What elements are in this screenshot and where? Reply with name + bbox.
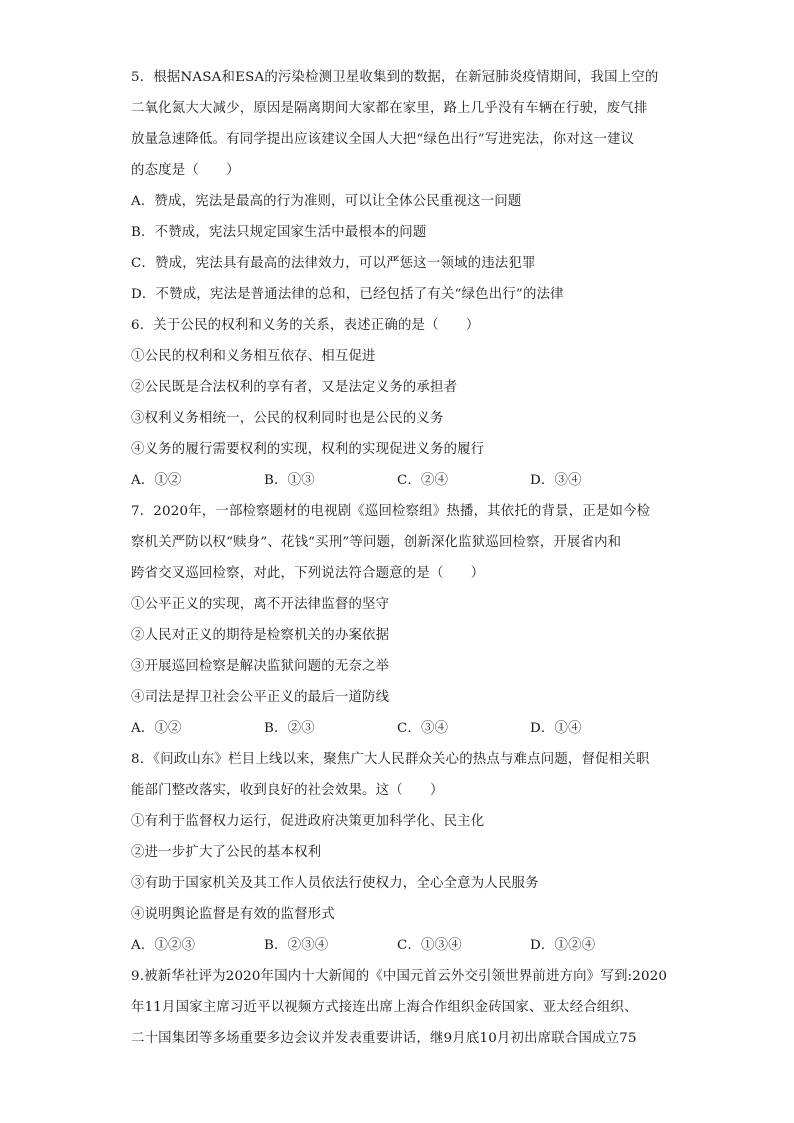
question-5-option-b: B．不赞成，宪法只规定国家生活中最根本的问题 <box>131 225 427 240</box>
question-content <box>131 62 668 1054</box>
question-7 <box>131 496 663 744</box>
question-8-choice-d: D．①②④ <box>530 938 596 953</box>
question-7-item-3: ③开展巡回检察是解决监狱问题的无奈之举 <box>131 659 390 674</box>
question-7-item-4: ④司法是捍卫社会公平正义的最后一道防线 <box>131 690 390 705</box>
question-5-stem-line: 5．根据NASA和ESA的污染检测卫星收集到的数据，在新冠肺炎疫情期间，我国上空的 <box>131 70 659 85</box>
question-7-choice-c: C．③④ <box>397 721 449 736</box>
question-9-stem-line: 年11月国家主席习近平以视频方式接连出席上海合作组织金砖国家、亚太经合组织、 <box>131 1000 638 1015</box>
question-6-item-1: ①公民的权利和义务相互依存、相互促进 <box>131 349 376 364</box>
question-8 <box>131 744 663 961</box>
question-8-item-2: ②进一步扩大了公民的基本权利 <box>131 845 322 860</box>
question-6-choice-a: A．①② <box>131 473 182 488</box>
question-6-choices <box>131 465 663 496</box>
question-7-choices <box>131 713 663 744</box>
question-7-item-2: ②人民对正义的期待是检察机关的办案依据 <box>131 628 390 643</box>
question-8-item-1: ①有利于监督权力运行，促进政府决策更加科学化、民主化 <box>131 814 485 829</box>
question-6-stem-line: 6．关于公民的权利和义务的关系，表述正确的是（ ） <box>131 318 480 333</box>
question-7-choice-d: D．①④ <box>530 721 582 736</box>
question-5-option-a: A．赞成，宪法是最高的行为准则，可以让全体公民重视这一问题 <box>131 194 522 209</box>
question-8-choice-c: C．①③④ <box>397 938 462 953</box>
question-8-choice-b: B．②③④ <box>264 938 329 953</box>
question-5-option-d: D．不赞成，宪法是普通法律的总和，已经包括了有关“绿色出行”的法律 <box>131 287 564 302</box>
question-6-item-3: ③权利义务相统一，公民的权利同时也是公民的义务 <box>131 411 444 426</box>
question-6 <box>131 310 663 496</box>
question-8-choices <box>131 930 663 961</box>
question-5-stem-line: 二氧化氮大大减少，原因是隔离期间大家都在家里，路上几乎没有车辆在行驶，废气排 <box>131 101 648 116</box>
question-5 <box>131 62 663 310</box>
question-6-item-4: ④义务的履行需要权利的实现，权利的实现促进义务的履行 <box>131 442 485 457</box>
question-7-stem-line: 7．2020年，一部检察题材的电视剧《巡回检察组》热播，其依托的背景，正是如今检 <box>131 504 651 519</box>
question-5-stem-line: 的态度是（ ） <box>131 163 240 178</box>
question-7-item-1: ①公平正义的实现，离不开法律监督的坚守 <box>131 597 390 612</box>
question-8-item-4: ④说明舆论监督是有效的监督形式 <box>131 907 335 922</box>
question-7-stem-line: 察机关严防以权“赎身”、花钱“买刑”等问题，创新深化监狱巡回检察，开展省内和 <box>131 535 622 550</box>
question-5-stem-line: 放量急速降低。有同学提出应该建议全国人大把“绿色出行”写进宪法，你对这一建议 <box>131 132 635 147</box>
question-9-stem-line: 9.被新华社评为2020年国内十大新闻的《中国元首云外交引领世界前进方向》写到:2020 <box>131 969 668 984</box>
question-8-stem-line: 能部门整改落实，收到良好的社会效果。这（ ） <box>131 783 444 798</box>
question-7-choice-a: A．①② <box>131 721 182 736</box>
question-8-item-3: ③有助于国家机关及其工作人员依法行使权力，全心全意为人民服务 <box>131 876 539 891</box>
question-5-option-c: C．赞成，宪法具有最高的法律效力，可以严惩这一领域的违法犯罪 <box>131 256 536 271</box>
question-8-choice-a: A．①②③ <box>131 938 196 953</box>
question-6-item-2: ②公民既是合法权利的享有者，又是法定义务的承担者 <box>131 380 458 395</box>
question-7-choice-b: B．②③ <box>264 721 315 736</box>
question-6-choice-d: D．③④ <box>530 473 582 488</box>
question-7-stem-line: 跨省交叉巡回检察，对此，下列说法符合题意的是（ ） <box>131 566 485 581</box>
question-6-choice-b: B．①③ <box>264 473 315 488</box>
question-9-stem-line: 二十国集团等多场重要多边会议并发表重要讲话，继9月底10月初出席联合国成立75 <box>131 1031 637 1046</box>
question-6-choice-c: C．②④ <box>397 473 449 488</box>
question-9 <box>131 961 668 1054</box>
question-8-stem-line: 8．《问政山东》栏目上线以来，聚焦广大人民群众关心的热点与难点问题，督促相关职 <box>131 752 650 767</box>
